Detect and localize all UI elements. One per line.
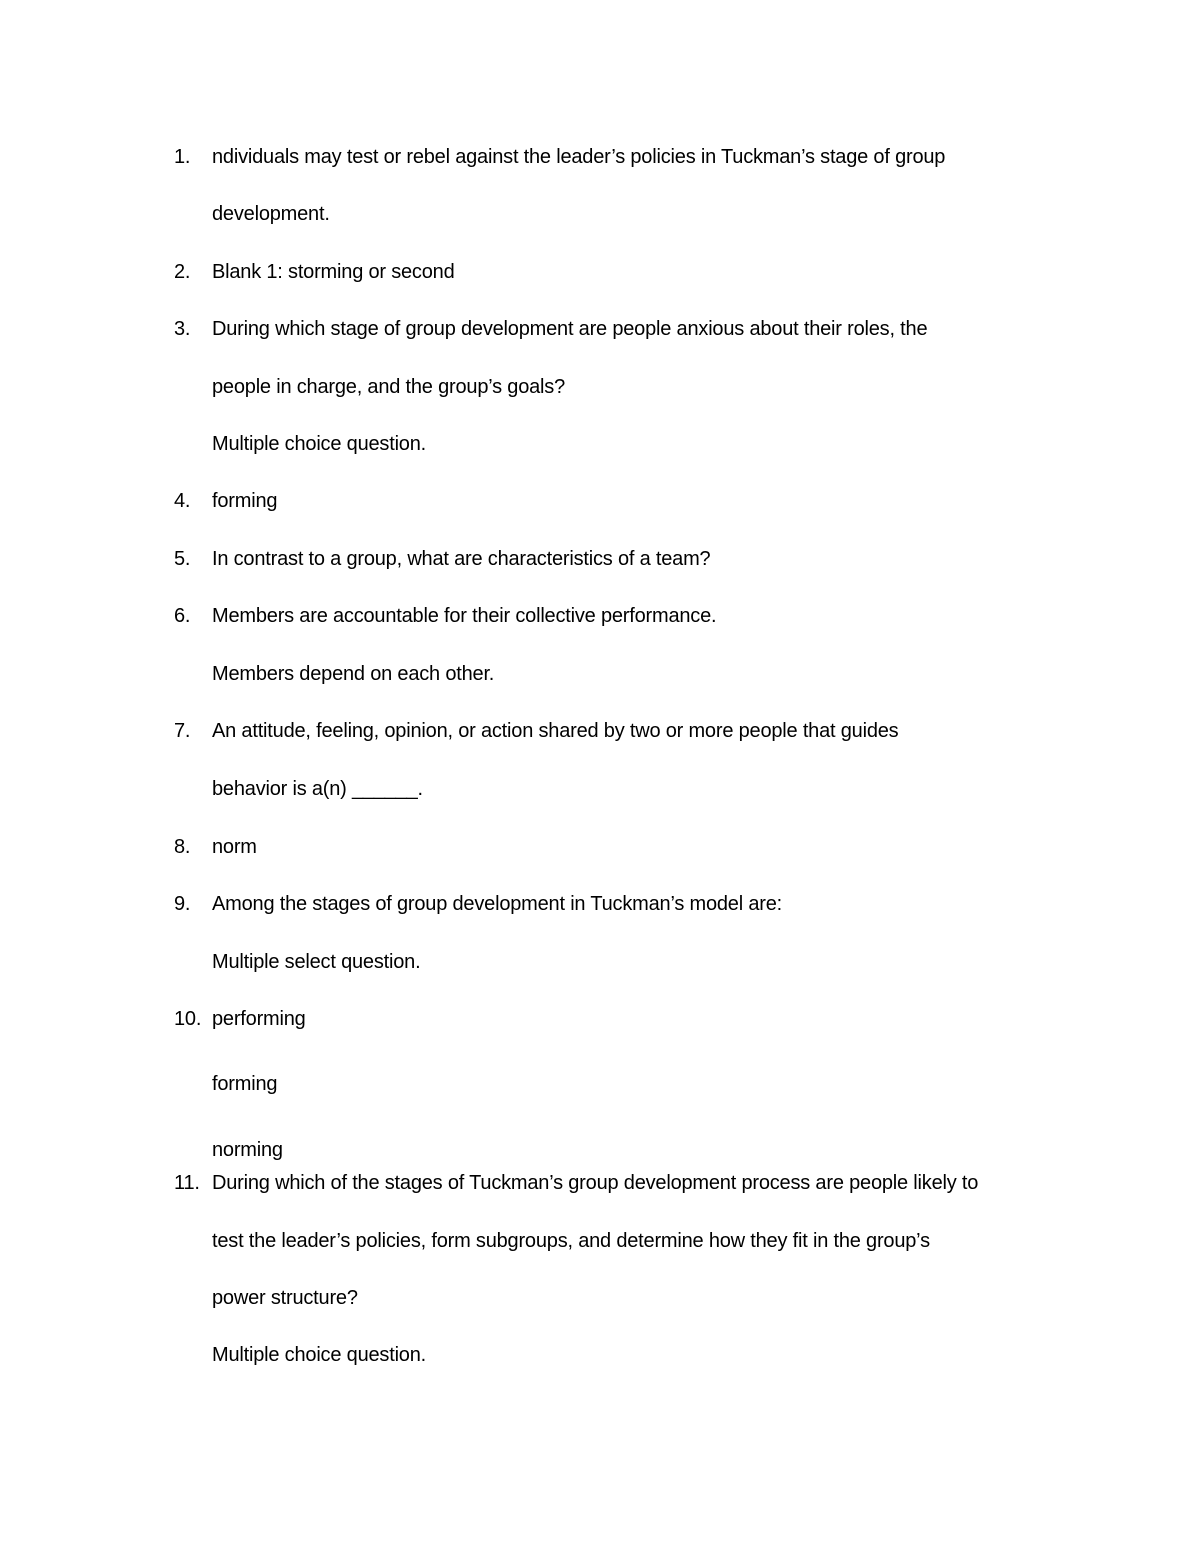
item-text: behavior is a(n) ______. bbox=[212, 778, 423, 800]
item-text: forming bbox=[212, 1073, 278, 1095]
item-number: 3. bbox=[174, 318, 191, 340]
item-text: people in charge, and the group’s goals? bbox=[212, 376, 566, 398]
item-text: In contrast to a group, what are characteristics of a team? bbox=[212, 548, 711, 570]
item-text: ndividuals may test or rebel against the leader’s policies in Tuckman’s stage of group bbox=[212, 146, 946, 168]
item-number: 1. bbox=[174, 146, 191, 168]
item-number: 10. bbox=[174, 1008, 202, 1030]
item-text: Members are accountable for their collective performance. bbox=[212, 605, 717, 627]
item-text: Multiple select question. bbox=[212, 951, 421, 973]
item-number: 5. bbox=[174, 548, 191, 570]
item-text: Members depend on each other. bbox=[212, 663, 495, 685]
item-number: 8. bbox=[174, 836, 191, 858]
item-text: Among the stages of group development in Tuckman’s model are: bbox=[212, 893, 782, 915]
item-number: 6. bbox=[174, 605, 191, 627]
item-text: Multiple choice question. bbox=[212, 433, 427, 455]
item-text: forming bbox=[212, 490, 278, 512]
item-text: During which of the stages of Tuckman’s group development process are people likely to bbox=[212, 1172, 979, 1194]
item-text: norming bbox=[212, 1139, 283, 1161]
item-text: norm bbox=[212, 836, 257, 858]
item-number: 2. bbox=[174, 261, 191, 283]
item-text: test the leader’s policies, form subgroups, and determine how they fit in the group’s bbox=[212, 1230, 930, 1252]
item-text: Blank 1: storming or second bbox=[212, 261, 455, 283]
item-number: 9. bbox=[174, 893, 191, 915]
item-text: development. bbox=[212, 203, 330, 225]
item-number: 4. bbox=[174, 490, 191, 512]
item-text: performing bbox=[212, 1008, 306, 1030]
item-number: 7. bbox=[174, 720, 191, 742]
item-text: During which stage of group development are people anxious about their roles, the bbox=[212, 318, 928, 340]
item-text: Multiple choice question. bbox=[212, 1344, 427, 1366]
item-number: 11. bbox=[174, 1172, 200, 1194]
item-text: An attitude, feeling, opinion, or action shared by two or more people that guides bbox=[212, 720, 899, 742]
item-text: power structure? bbox=[212, 1287, 358, 1309]
